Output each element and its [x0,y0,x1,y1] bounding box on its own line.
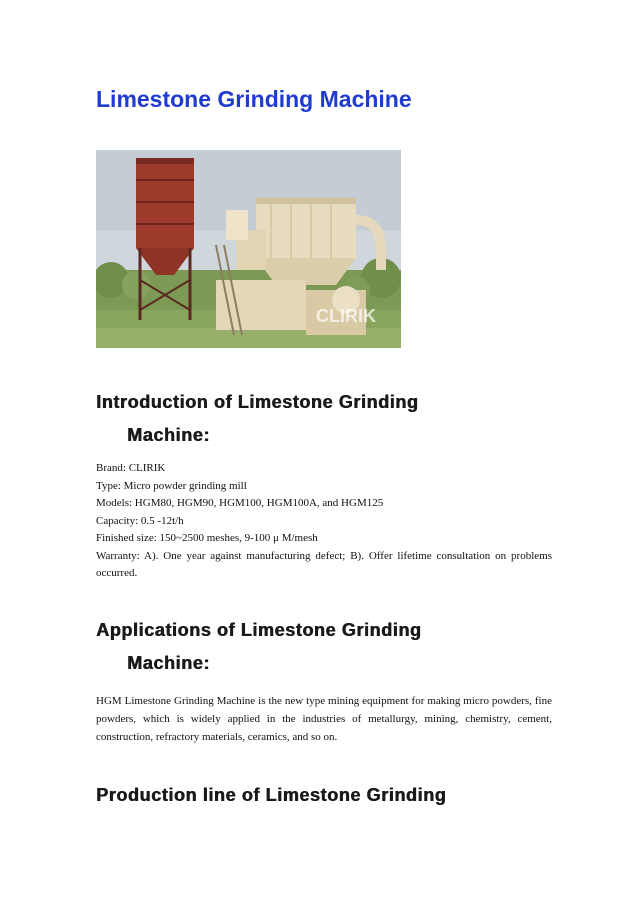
applications-paragraph: HGM Limestone Grinding Machine is the new type mining equipment for making micro powders, fine powders, which is widely applied in the industries of metallurgy, mining, chemistry, cement, construction, refractory materials, ceramics, and so on. [96,695,552,743]
machine-photo [96,150,401,348]
spec-models: Models: HGM80, HGM90, HGM100, HGM100A, and HGM125 [96,497,384,509]
factory-photo-icon [96,150,401,348]
production-heading [96,779,446,812]
spec-list [96,460,552,583]
production-heading-line1: Production line of Limestone Grinding [96,785,447,805]
spec-warranty: Warranty: A). One year against manufacturing defect; B). Offer lifetime consultation on problems occurred. [96,549,552,579]
intro-heading-line2: Machine: [127,425,210,445]
intro-heading-line1: Introduction of Limestone Grinding [96,392,419,412]
intro-heading [96,386,418,452]
spec-type: Type: Micro powder grinding mill [96,479,247,492]
applications-heading-line2: Machine: [127,653,210,673]
spec-capacity: Capacity: 0.5 -12t/h [96,514,184,527]
watermark-text: CLIRIK [316,306,376,326]
applications-heading [96,614,421,680]
spec-brand: Brand: CLIRIK [96,462,166,474]
page-title: Limestone Grinding Machine [96,86,412,112]
applications-heading-line1: Applications of Limestone Grinding [96,620,422,640]
spec-finished-size: Finished size: 150~2500 meshes, 9-100 μ M/mesh [96,532,318,544]
